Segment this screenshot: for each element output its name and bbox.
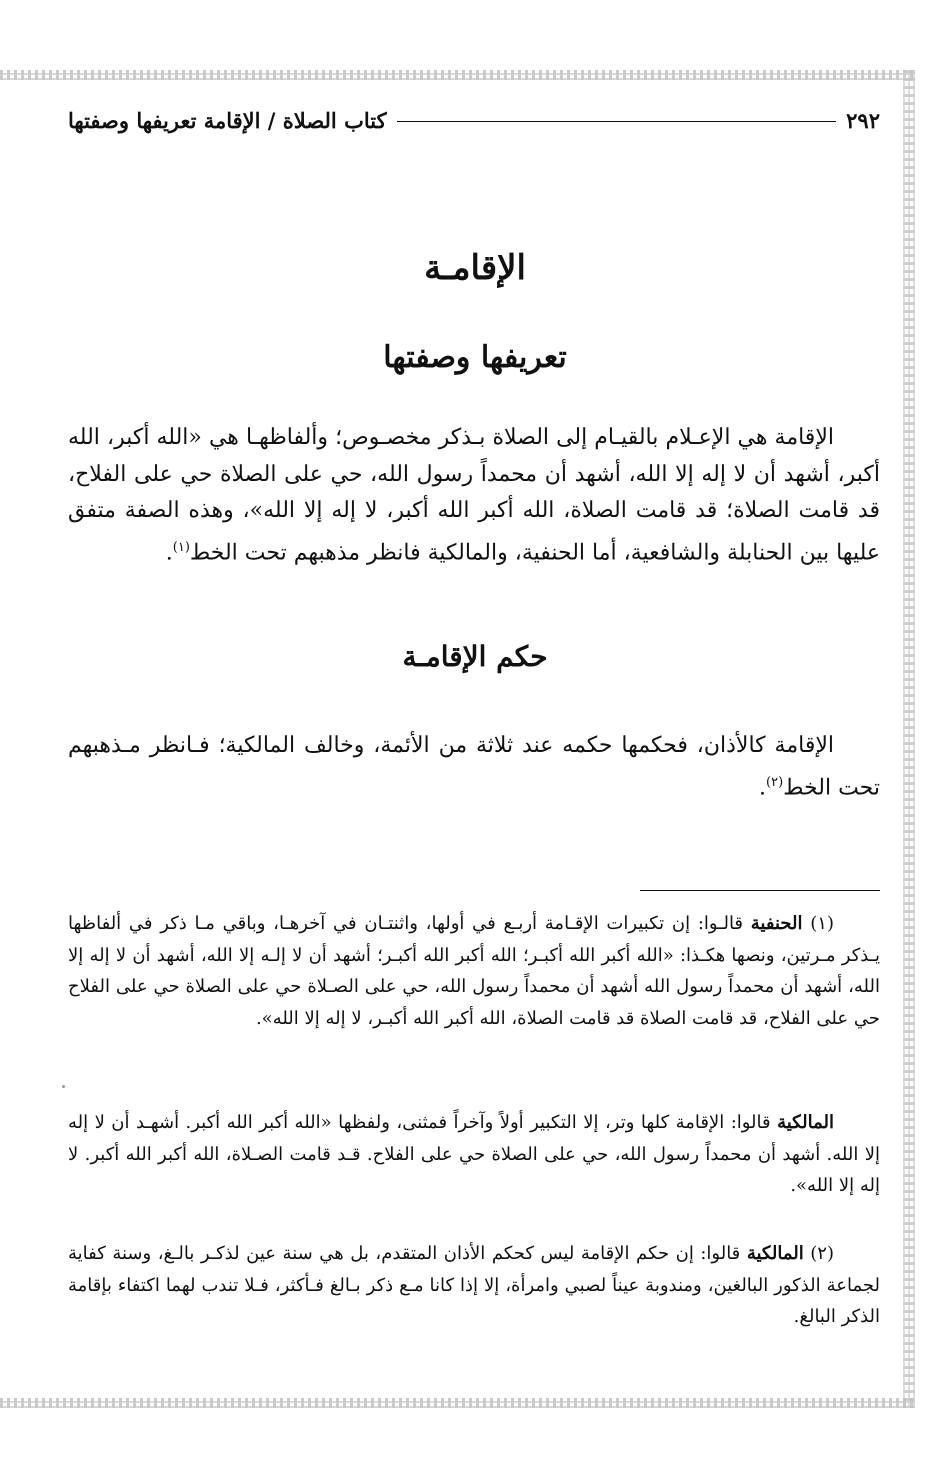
footnote-1-hanafi [68, 908, 880, 1034]
print-speck [62, 1085, 65, 1088]
ornamental-border-top [0, 70, 915, 80]
running-header [68, 108, 880, 133]
running-title: كتاب الصلاة / الإقامة تعريفها وصفتها [68, 108, 387, 133]
definition-end: . [165, 539, 173, 565]
ruling-paragraph [68, 728, 880, 806]
page-number: ٢٩٢ [846, 108, 880, 133]
footnote-number: (٢) [810, 1243, 834, 1264]
footnote-separator [640, 890, 880, 891]
footnote-school-label: الحنفية [750, 913, 803, 934]
footnote-text: قالوا: الإقامة كلها وتر، إلا التكبير أولاً وآخراً فمثنى، ولفظها «الله أكبر الله أكبر. أشهـد أن لا إله إلا الله. أشهد أن محمداً رسول الله، حي على الصلاة حي على الفلاح. قـد قامت الصـلاة، الله أكبر الله أكبر. لا إله إلا الله». [68, 1112, 880, 1196]
section-heading-ruling: حكم الإقامـة [402, 640, 548, 673]
definition-paragraph [68, 420, 880, 571]
footnote-1-maliki [68, 1107, 880, 1202]
footnote-ref-1: (١) [172, 539, 190, 555]
footnote-2-maliki [68, 1238, 880, 1333]
definition-text: الإقامة هي الإعـلام بالقيـام إلى الصلاة بـذكر مخصـوص؛ وألفاظهـا هي «الله أكبر، الله أكبر، أشهد أن لا إله إلا الله، أشهد أن محمداً رسول الله، حي على الصلاة حي على الفلاح، قد قامت الصلاة؛ قد قامت الصلاة، الله أكبر الله أكبر، لا إله إلا الله»، وهذه الصفة متفق عليها بين الحنابلة والشافعية، أما الحنفية، والمالكية فانظر مذهبهم تحت الخط [68, 425, 880, 565]
footnote-text: قالوا: إن حكم الإقامة ليس كحكم الأذان المتقدم، بل هي سنة عين لذكـر بالـغ، وسنة كفاية لجماعة الذكور البالغين، ومندوبة عيناً لصبي وامرأة، إلا إذا كانا مـع ذكر بـالغ فـأكثر، فـلا تندب لهما اكتفاء بإقامة الذكر البالغ. [68, 1243, 880, 1327]
footnote-text: قالـوا: إن تكبيرات الإقـامة أربـع في أولها، واثنتـان في آخرهـا، وباقي مـا ذكر في ألفاظها يـذكر مـرتين، ونصها هكـذا: «الله أكبر الله أكبـر؛ الله أكبر الله أكبـر؛ أشهد أن لا إلـه إلا الله، أشهد أن لا إله إلا الله، أشهد أن محمداً رسول الله أشهد أن محمداً رسول الله، حي على الصـلاة حي على الصلاة حي على الفلاح حي على الفلاح، قد قامت الصلاة قد قامت الصلاة، الله أكبر الله أكبـر، لا إله إلا الله». [68, 913, 880, 1029]
header-rule [397, 121, 837, 122]
footnote-ref-2: (٢) [766, 774, 784, 790]
ruling-end: . [759, 774, 767, 800]
footnote-school-label: المالكية [746, 1243, 804, 1264]
footnote-school-label: المالكية [777, 1112, 834, 1133]
ruling-text: الإقامة كالأذان، فحكمها حكمه عند ثلاثة من الأئمة، وخالف المالكية؛ فـانظر مـذهبهم تحت الخط [68, 733, 880, 800]
footnote-number: (١) [810, 913, 834, 934]
chapter-heading: الإقامـة [424, 248, 526, 288]
section-heading-definition: تعريفها وصفتها [383, 340, 567, 375]
ornamental-border-bottom [0, 1398, 915, 1408]
